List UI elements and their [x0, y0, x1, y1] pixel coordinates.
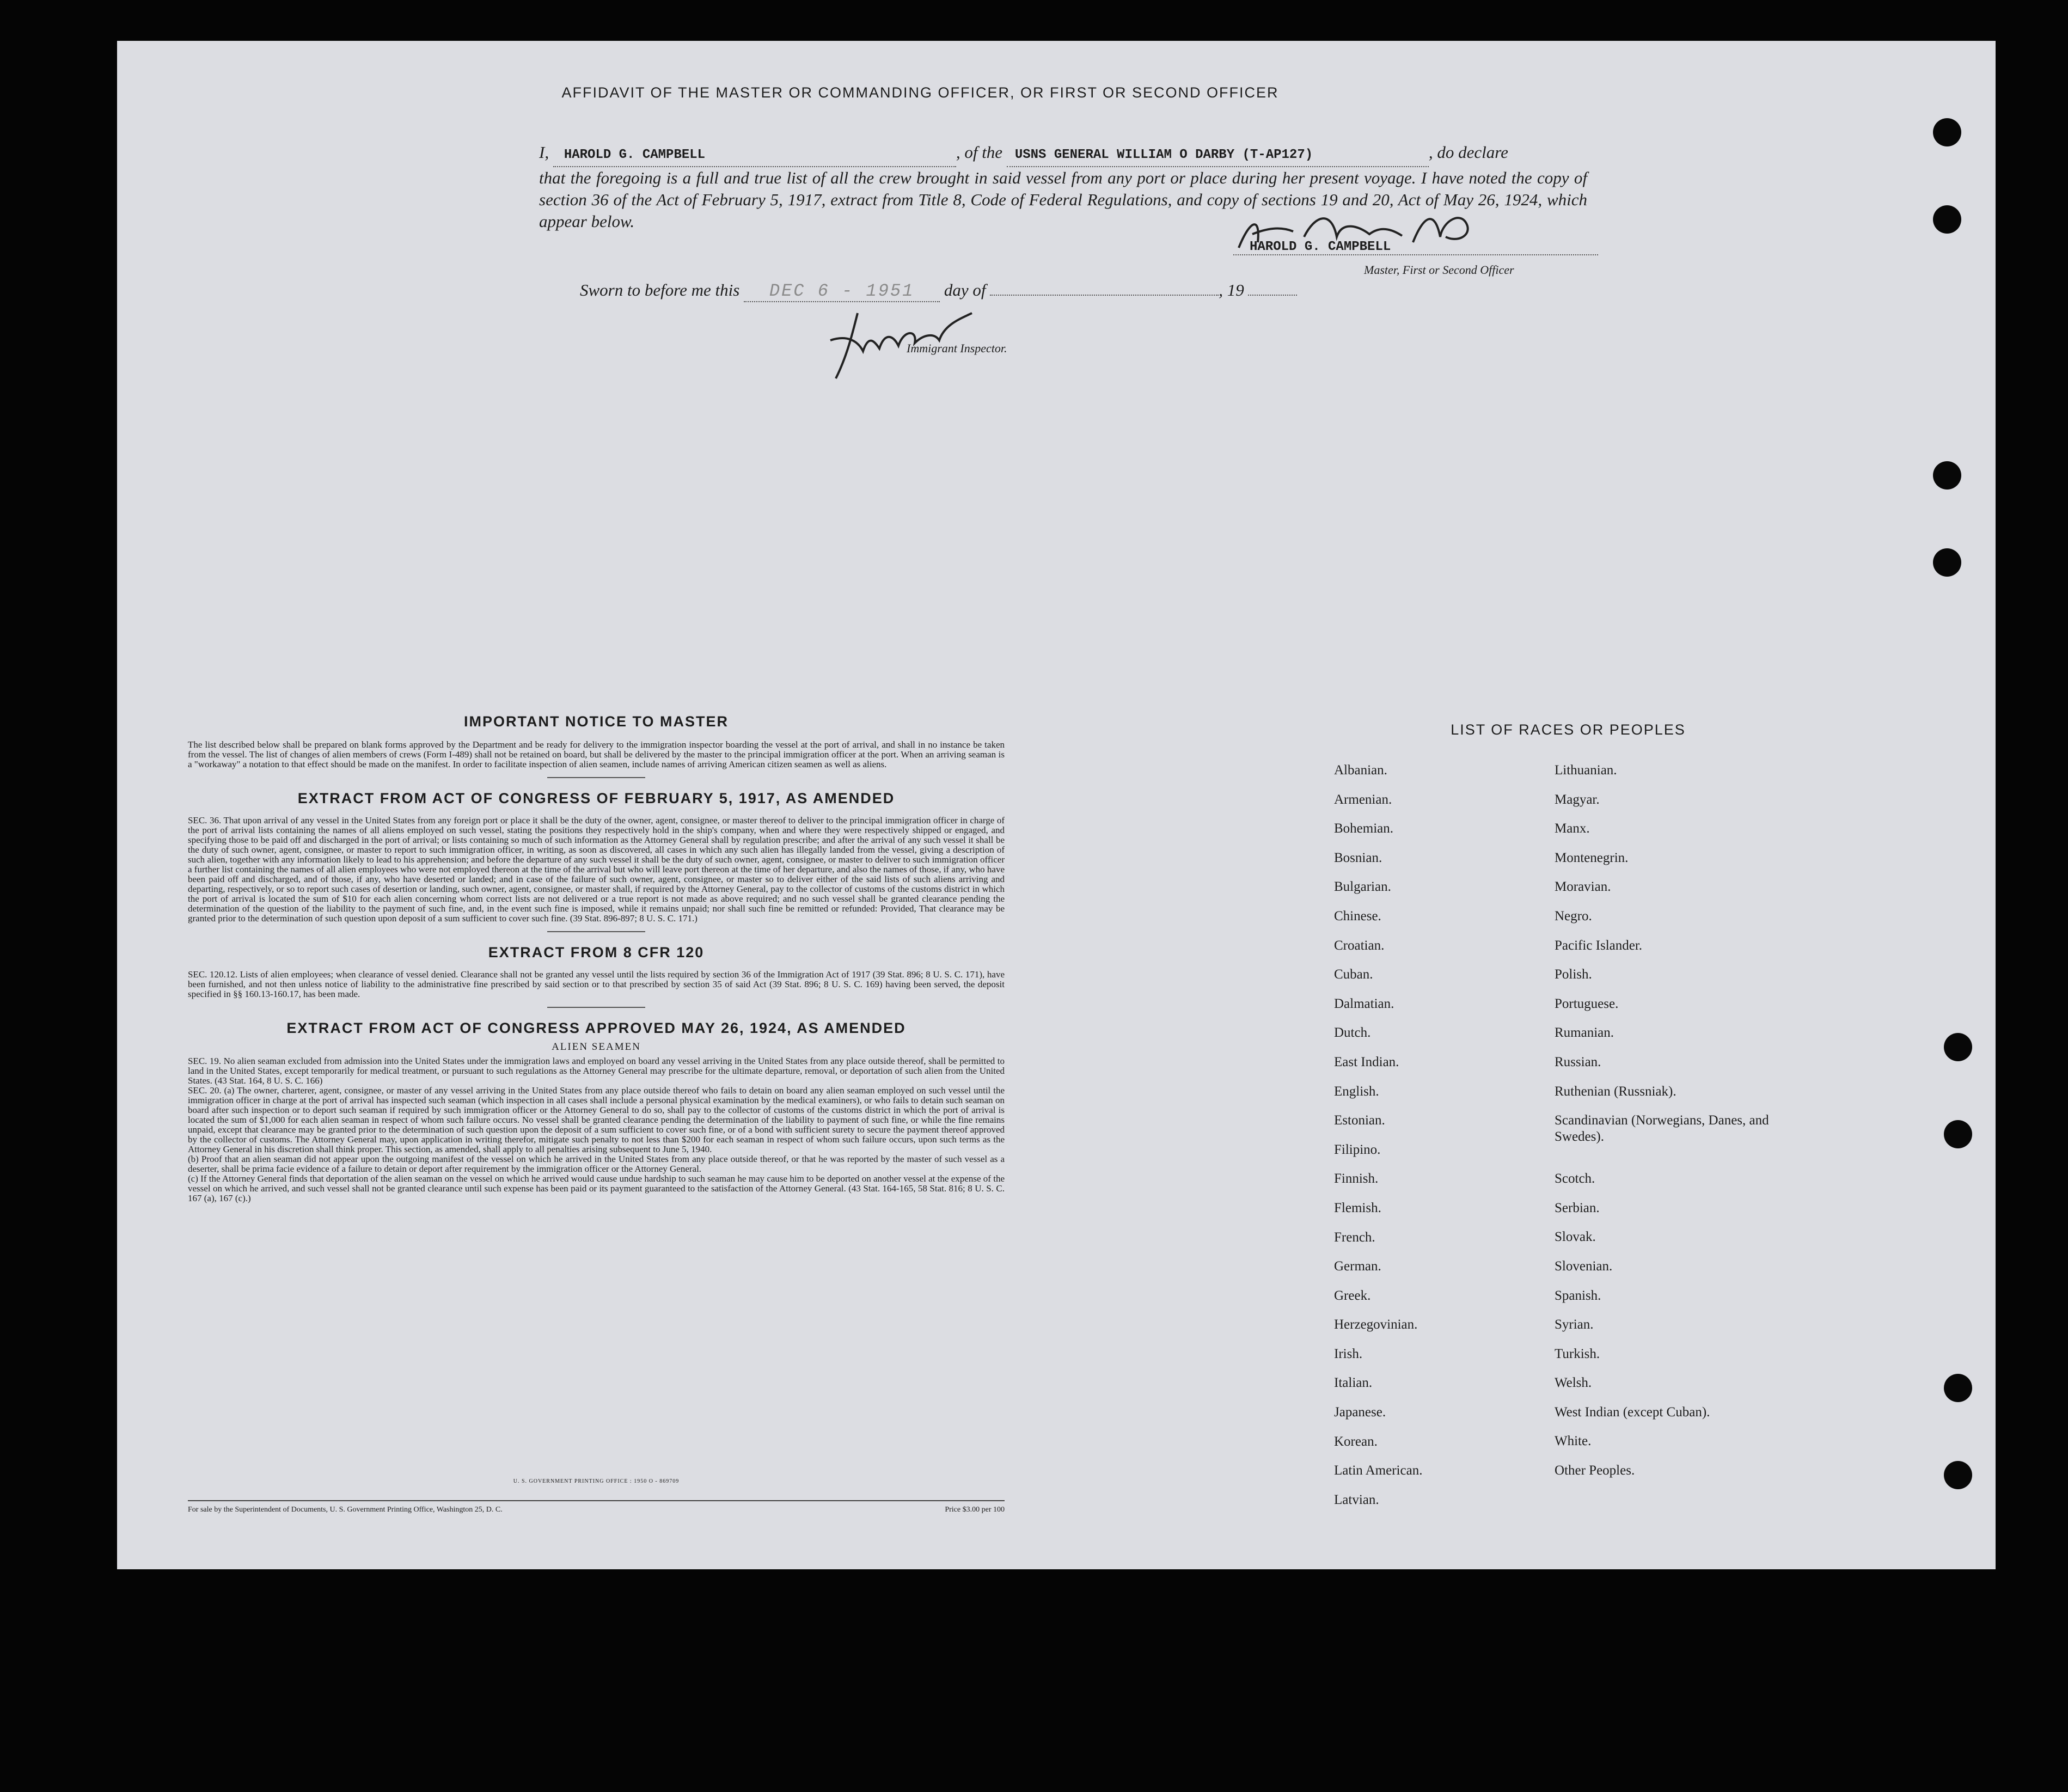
race-item: Bosnian.	[1334, 850, 1382, 865]
race-item: Polish.	[1555, 967, 1592, 982]
signature-name-line: HAROLD G. CAMPBELL	[1233, 240, 1598, 255]
race-item: Bohemian.	[1334, 821, 1394, 836]
race-item: Montenegrin.	[1555, 850, 1629, 865]
of-the-text: , of the	[956, 143, 1003, 162]
notice-text: The list described below shall be prepared on blank forms approved by the Department and be ready for delivery to the immigration inspector boarding the vessel at the port of arrival, and shall in no instance be taken from the vessel. The list of changes of alien members of crews (Form I-489) shall not be retained on board, but shall be delivered by the master to the principal immigration officer at the port. When an arriving seaman is a "workaway" a notation to that effect should be made on the manifest. In order to facilitate inspection of alien seamen, include names of arriving American citizen seamen as well as aliens.	[188, 739, 1005, 769]
race-item: East Indian.	[1334, 1054, 1399, 1069]
race-item: Armenian.	[1334, 792, 1392, 807]
races-heading: LIST OF RACES OR PEOPLES	[1451, 721, 1686, 738]
race-item: Latvian.	[1334, 1492, 1379, 1507]
footer-price: Price $3.00 per 100	[945, 1506, 1005, 1514]
race-item: Manx.	[1555, 821, 1590, 836]
sworn-year: , 19	[1219, 280, 1244, 299]
race-item: Scandinavian (Norwegians, Danes, and Swedes).	[1555, 1113, 1769, 1145]
affidavit-title: AFFIDAVIT OF THE MASTER OR COMMANDING OFFICER, OR FIRST OR SECOND OFFICER	[561, 84, 1279, 101]
sworn-prefix: Sworn to before me this	[580, 280, 740, 299]
race-item: Serbian.	[1555, 1200, 1600, 1215]
race-item: Greek.	[1334, 1288, 1371, 1303]
sec-20b-text: (b) Proof that an alien seaman did not appear upon the outgoing manifest of the vessel on which he arrived in the United States from any place outside thereof, or that he was reported by the master of such vessel as a deserter, shall be prima facie evidence of a failure to detain or deport after requirement by the immigration officer or the Attorney General.	[188, 1154, 1005, 1174]
race-item: Rumanian.	[1555, 1025, 1614, 1041]
race-item: Latin American.	[1334, 1463, 1423, 1478]
inspector-caption: Immigrant Inspector.	[907, 341, 1007, 355]
race-item: Turkish.	[1555, 1346, 1600, 1361]
affidavit-pronoun: I,	[539, 143, 549, 162]
race-item: Scotch.	[1555, 1171, 1595, 1186]
race-item: English.	[1334, 1084, 1379, 1099]
extract-cfr-text: SEC. 120.12. Lists of alien employees; when clearance of vessel denied. Clearance shall not be granted any vessel until the lists required by section 36 of the Immigration Act of 1917 (39 Stat. 896; 8 U. S. C. 171), have been furnished, and not then unless notice of liability to the administrative fine prescribed by said section or to that prescribed by section 35 of said Act (39 Stat. 896; 8 U. S. C. 169) having been served, the deposit specified in §§ 160.13-160.17, has been made.	[188, 969, 1005, 999]
punch-hole	[1933, 461, 1961, 490]
date-stamp: DEC 6 - 1951	[769, 281, 915, 301]
race-item: Russian.	[1555, 1054, 1601, 1069]
declare-text: , do declare	[1428, 143, 1508, 162]
sec-20c-text: (c) If the Attorney General finds that deportation of the alien seaman on the vessel on which he arrived would cause undue hardship to such seaman he may cause him to be deported on another vessel at the expense of the vessel on which he arrived, and such vessel shall not be granted clearance until such expense has been paid or its payment guaranteed to the satisfaction of the Attorney General. (43 Stat. 164-165, 58 Stat. 816; 8 U. S. C. 167 (a), 167 (c).)	[188, 1173, 1005, 1203]
race-item: Lithuanian.	[1555, 763, 1617, 778]
race-item: Spanish.	[1555, 1288, 1601, 1303]
race-item: Dutch.	[1334, 1025, 1371, 1041]
races-left-column	[1334, 762, 1422, 1521]
extract-1924-heading: EXTRACT FROM ACT OF CONGRESS APPROVED MAY 26, 1924, AS AMENDED	[286, 1020, 906, 1036]
alien-seamen-subheading: ALIEN SEAMEN	[552, 1041, 641, 1053]
race-item: Dalmatian.	[1334, 996, 1394, 1011]
race-item: Portuguese.	[1555, 996, 1619, 1011]
race-item: Flemish.	[1334, 1200, 1381, 1215]
race-item: Korean.	[1334, 1434, 1378, 1449]
punch-hole	[1933, 118, 1961, 146]
sec-20a-text: SEC. 20. (a) The owner, charterer, agent, consignee, or master of any vessel arriving in the United States from any place outside thereof who fails to detain on board any alien seaman employed on such vessel until the immigration officer in charge at the port of arrival has inspected such seaman (which inspection in all cases shall include a personal physical examination by the medical examiners), or who fails to detain such seaman on board after such inspection or to deport such seaman if required by such immigration officer or the Attorney General to do so, shall pay to the collector of customs of the customs district in which the port of arrival is located the sum of $1,000 for each alien seaman in respect of whom such failure occurs. No vessel shall be granted clearance pending the determination of the liability to payment of such fine, or while the fine remains unpaid, except that clearance may be granted prior to the determination of such question upon the deposit of a sum sufficient to cover such fine, or of a bond with sufficient surety to secure the payment thereof approved by the collector of customs. The Attorney General may, upon application in writing therefor, mitigate such penalty to not less than $200 for each seaman in respect of whom such failure occurs, upon such terms as the Attorney General in his discretion shall think proper. This section, as amended, shall apply to all penalties arising subsequent to June 5, 1940.	[188, 1085, 1005, 1154]
race-item: Estonian.	[1334, 1113, 1385, 1128]
race-item: Italian.	[1334, 1375, 1373, 1391]
race-item: Pacific Islander.	[1555, 938, 1643, 953]
affidavit-body: that the foregoing is a full and true list of all the crew brought in said vessel from any port or place during her present voyage. I have noted the copy of section 36 of the Act of February 5, 1917, extract from Title 8, Code of Federal Regulations, and copy of sections 19 and 20, Act of May 26, 1924, which appear below.	[539, 168, 1587, 231]
race-item: Herzegovinian.	[1334, 1317, 1418, 1332]
race-item: Slovak.	[1555, 1230, 1596, 1245]
race-item: Finnish.	[1334, 1171, 1379, 1186]
races-right-column	[1555, 762, 1783, 1492]
punch-hole	[1933, 548, 1961, 577]
punch-hole	[1944, 1374, 1972, 1402]
race-item: Albanian.	[1334, 763, 1387, 778]
race-item: Bulgarian.	[1334, 879, 1391, 895]
race-item: Cuban.	[1334, 967, 1373, 982]
footer	[188, 1500, 1005, 1514]
race-item: German.	[1334, 1259, 1381, 1274]
race-item: Magyar.	[1555, 792, 1600, 807]
divider	[547, 1007, 645, 1008]
race-item: Japanese.	[1334, 1405, 1386, 1420]
race-item: Chinese.	[1334, 908, 1381, 923]
legal-notices	[188, 713, 1005, 1203]
extract-1917-heading: EXTRACT FROM ACT OF CONGRESS OF FEBRUARY 5, 1917, AS AMENDED	[297, 790, 895, 806]
punch-hole	[1933, 205, 1961, 234]
extract-1917-text: SEC. 36. That upon arrival of any vessel in the United States from any foreign port or place it shall be the duty of the owner, agent, consignee, or master thereof to deliver to the principal immigration officer in charge of the port of arrival lists containing the names of all aliens employed on such vessel, stating the positions they respectively hold in the ship's company, when and where they were respectively shipped or engaged, and specifying those to be paid off and discharged in the port of arrival; or lists containing so much of such information as the Attorney General shall by regulation prescribe; and after the arrival of any such vessel it shall be the duty of such owner, agent, consignee, or master to report to such immigration officer, in writing, as soon as discovered, all cases in which any such alien has illegally landed from the vessel, giving a description of such alien, together with any information likely to lead to his apprehension; and before the departure of any such vessel it shall be the duty of such owner, agent, consignee, or master to deliver to such immigration officer a further list containing the names of all alien employees who were not employed thereon at the time of the arrival but who will leave port thereon at the time of her departure, and also the names of those, if any, who have been paid off and discharged, and of those, if any, who have deserted or landed; and in case of the failure of such owner, agent, consignee, or master so to deliver either of the said lists of such aliens arriving and departing, respectively, or so to report such cases of desertion or landing, such owner, agent, consignee, or master shall, if required by the Attorney General, pay to the collector of customs of the customs district in which the port of arrival is located the sum of $10 for each alien concerning whom correct lists are not delivered or a true report is not made as above required; and no such vessel shall be granted clearance pending the determination of the question of the liability to the payment of such fine, and, in the event such fine is imposed, while it remains unpaid; nor shall such fine be remitted or refunded: Provided, That clearance may be granted prior to the determination of such question upon deposit of a sum sufficient to cover such fine. (39 Stat. 896-897; 8 U. S. C. 171.)	[188, 815, 1005, 923]
footer-sale-text: For sale by the Superintendent of Documents, U. S. Government Printing Office, Washington 25, D. C.	[188, 1506, 503, 1514]
notice-heading: IMPORTANT NOTICE TO MASTER	[464, 713, 729, 730]
punch-hole	[1944, 1461, 1972, 1489]
race-item: French.	[1334, 1230, 1375, 1245]
divider	[547, 931, 645, 932]
sworn-line	[580, 280, 1467, 302]
extract-cfr-heading: EXTRACT FROM 8 CFR 120	[488, 944, 705, 961]
signature-caption: Master, First or Second Officer	[1364, 263, 1514, 277]
race-item: Syrian.	[1555, 1317, 1594, 1332]
vessel-name-field: USNS GENERAL WILLIAM O DARBY (T-AP127)	[1014, 148, 1313, 162]
master-name-field: HAROLD G. CAMPBELL	[564, 148, 706, 162]
punch-hole	[1944, 1033, 1972, 1061]
sec-19-text: SEC. 19. No alien seaman excluded from admission into the United States under the immigration laws and employed on board any vessel arriving in the United States from any place outside thereof, shall be permitted to land in the United States, except temporarily for medical treatment, or pursuant to such regulations as the Attorney General may prescribe for the ultimate departure, removal, or deportation of such alien from the United States. (43 Stat. 164, 8 U. S. C. 166)	[188, 1056, 1005, 1086]
race-item: Slovenian.	[1555, 1258, 1613, 1274]
race-item: Croatian.	[1334, 938, 1385, 953]
race-item: Ruthenian (Russniak).	[1555, 1084, 1677, 1099]
punch-hole	[1944, 1120, 1972, 1148]
race-item: Moravian.	[1555, 879, 1611, 895]
divider	[547, 777, 645, 778]
sworn-day-of: day of	[944, 280, 986, 299]
race-item: Welsh.	[1555, 1375, 1592, 1391]
race-item: Irish.	[1334, 1346, 1363, 1361]
race-item: Filipino.	[1334, 1142, 1381, 1157]
race-item: White.	[1555, 1434, 1592, 1449]
race-item: West Indian (except Cuban).	[1555, 1404, 1710, 1420]
race-item: Other Peoples.	[1555, 1463, 1635, 1478]
document-sheet	[117, 41, 1996, 1569]
race-item: Negro.	[1555, 908, 1592, 923]
gpo-imprint: U. S. GOVERNMENT PRINTING OFFICE : 1950 O - 869709	[513, 1478, 680, 1484]
